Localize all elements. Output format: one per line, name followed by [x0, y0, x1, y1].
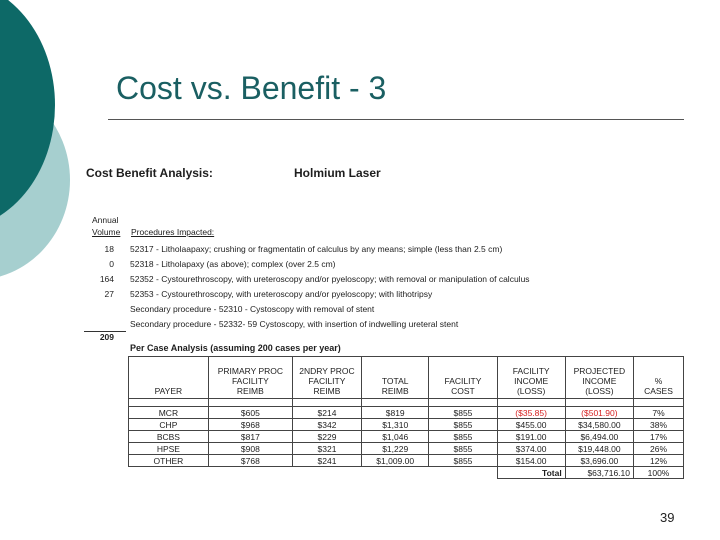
column-header — [362, 357, 429, 399]
table-row — [129, 407, 684, 419]
cell-total: $1,046 — [362, 431, 429, 443]
procedure-list — [84, 242, 604, 332]
procedure-text: 52353 - Cystourethroscopy, with ureteroscopy and/or pyeloscopy; with lithotripsy — [130, 289, 433, 299]
header-line: FACILITY — [231, 376, 269, 386]
procedure-text: 52317 - Litholaapaxy; crushing or fragmentatin of calculus by any means; simple (less than 2.5 cm) — [130, 244, 503, 254]
header-line: TOTAL — [381, 376, 409, 386]
header-line: 2NDRY PROC — [299, 366, 355, 376]
cell-cases: 26% — [634, 443, 684, 455]
procedure-text: Secondary procedure - 52332- 59 Cystoscopy, with insertion of indwelling ureteral stent — [130, 319, 459, 329]
cell-payer: HPSE — [129, 443, 209, 455]
column-header — [208, 357, 292, 399]
cell-secondary: $241 — [292, 455, 361, 467]
header-line: FACILITY — [308, 376, 346, 386]
procedures-label: Procedures Impacted: — [131, 227, 215, 237]
analysis-subject: Holmium Laser — [294, 166, 381, 180]
table-row — [129, 419, 684, 431]
total-projected: $63,716.10 — [565, 467, 633, 479]
column-header — [292, 357, 361, 399]
cell-total: $1,229 — [362, 443, 429, 455]
decorative-circles — [0, 0, 80, 300]
cell-secondary: $229 — [292, 431, 361, 443]
cell-income: $455.00 — [497, 419, 565, 431]
cell-payer: BCBS — [129, 431, 209, 443]
cell-income: $191.00 — [497, 431, 565, 443]
cell-primary: $605 — [208, 407, 292, 419]
procedure-volume: 0 — [109, 259, 114, 269]
per-case-table — [128, 356, 684, 479]
procedure-row — [84, 317, 604, 332]
cell-cases: 38% — [634, 419, 684, 431]
analysis-heading: Cost Benefit Analysis: — [86, 166, 213, 180]
header-line: % — [654, 376, 663, 386]
procedure-row — [84, 287, 604, 302]
procedure-text: 52352 - Cystourethroscopy, with ureteroscopy and/or pyeloscopy; with removal or manipulation of calculus — [130, 274, 530, 284]
procedure-text: Secondary procedure - 52310 - Cystoscopy with removal of stent — [130, 304, 375, 314]
cell-projected: $6,494.00 — [565, 431, 633, 443]
cell-income: $374.00 — [497, 443, 565, 455]
procedure-row — [84, 257, 604, 272]
procedure-row — [84, 302, 604, 317]
header-line: REIMB — [381, 386, 409, 396]
total-label: Total — [497, 467, 565, 479]
procedure-volume: 18 — [104, 244, 114, 254]
procedure-volume — [84, 302, 130, 317]
procedure-row — [84, 242, 604, 257]
cell-total: $819 — [362, 407, 429, 419]
cell-income: ($35.85) — [497, 407, 565, 419]
header-line: REIMB — [313, 386, 341, 396]
cell-income: $154.00 — [497, 455, 565, 467]
header-line: FACILITY — [512, 366, 550, 376]
cell-cases: 17% — [634, 431, 684, 443]
header-line: PROJECTED — [573, 366, 626, 376]
procedure-volume: 164 — [99, 274, 114, 284]
table-row — [129, 455, 684, 467]
column-header — [634, 357, 684, 399]
volume-total: 209 — [99, 332, 114, 342]
header-line: PAYER — [154, 386, 183, 396]
table-row — [129, 431, 684, 443]
slide-title: Cost vs. Benefit - 3 — [116, 70, 387, 106]
total-cases: 100% — [634, 467, 684, 479]
empty-cell — [429, 467, 497, 479]
cell-secondary: $342 — [292, 419, 361, 431]
cell-payer: CHP — [129, 419, 209, 431]
cell-primary: $968 — [208, 419, 292, 431]
cell-cost: $855 — [429, 455, 497, 467]
column-header — [429, 357, 497, 399]
cell-primary: $817 — [208, 431, 292, 443]
cell-primary: $908 — [208, 443, 292, 455]
page-number: 39 — [660, 510, 675, 525]
empty-cell — [129, 467, 209, 479]
cell-total: $1,009.00 — [362, 455, 429, 467]
cell-projected: $19,448.00 — [565, 443, 633, 455]
header-line: COST — [451, 386, 475, 396]
cell-cost: $855 — [429, 431, 497, 443]
volume-label: Volume — [92, 227, 121, 237]
table-row — [129, 443, 684, 455]
column-header — [565, 357, 633, 399]
per-case-title: Per Case Analysis (assuming 200 cases per year) — [130, 343, 341, 353]
cost-benefit-document — [84, 160, 684, 490]
header-line: INCOME — [514, 376, 549, 386]
cell-primary: $768 — [208, 455, 292, 467]
title-divider — [108, 119, 684, 120]
procedure-text: 52318 - Litholapaxy (as above); complex (over 2.5 cm) — [130, 259, 336, 269]
table-header-row — [129, 357, 684, 399]
cell-payer: MCR — [129, 407, 209, 419]
cell-total: $1,310 — [362, 419, 429, 431]
empty-cell — [362, 467, 429, 479]
header-line: (LOSS) — [585, 386, 614, 396]
header-line: REIMB — [236, 386, 264, 396]
cell-projected: $34,580.00 — [565, 419, 633, 431]
procedure-volume — [84, 317, 130, 332]
header-line: INCOME — [582, 376, 617, 386]
empty-cell — [208, 467, 292, 479]
table-total-row — [129, 467, 684, 479]
cell-cost: $855 — [429, 419, 497, 431]
cell-cost: $855 — [429, 407, 497, 419]
cell-projected: $3,696.00 — [565, 455, 633, 467]
column-header — [129, 357, 209, 399]
empty-cell — [292, 467, 361, 479]
column-header — [497, 357, 565, 399]
cell-projected: ($501.90) — [565, 407, 633, 419]
cell-cost: $855 — [429, 443, 497, 455]
cell-cases: 12% — [634, 455, 684, 467]
cell-secondary: $214 — [292, 407, 361, 419]
annual-label: Annual — [92, 215, 119, 225]
header-line: FACILITY — [444, 376, 482, 386]
table-gap-row — [129, 399, 684, 407]
cell-secondary: $321 — [292, 443, 361, 455]
cell-cases: 7% — [634, 407, 684, 419]
procedure-row — [84, 272, 604, 287]
header-line: CASES — [644, 386, 673, 396]
procedure-volume: 27 — [104, 289, 114, 299]
cell-payer: OTHER — [129, 455, 209, 467]
header-line: PRIMARY PROC — [217, 366, 284, 376]
header-line: (LOSS) — [516, 386, 546, 396]
